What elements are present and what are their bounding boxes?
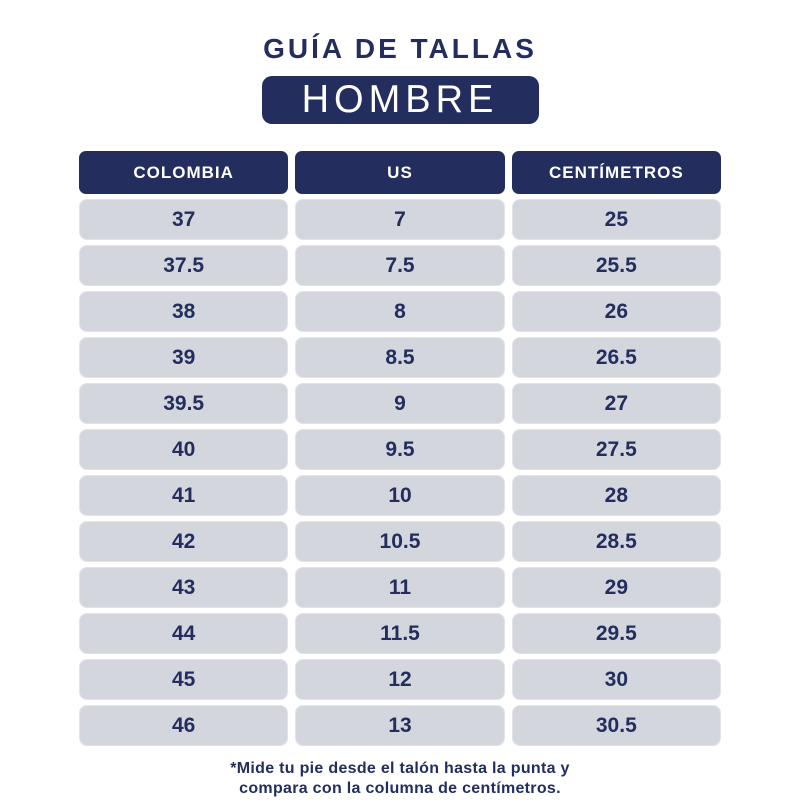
table-cell: 12	[295, 659, 504, 700]
table-cell: 29.5	[512, 613, 721, 654]
measurement-note-line1: *Mide tu pie desde el talón hasta la punta y	[230, 760, 570, 777]
table-cell: 10.5	[295, 521, 504, 562]
table-cell: 7.5	[295, 245, 504, 286]
table-row	[79, 245, 721, 286]
table-cell: 30.5	[512, 705, 721, 746]
table-cell: 11.5	[295, 613, 504, 654]
gender-badge	[262, 76, 539, 124]
table-cell: 46	[79, 705, 288, 746]
column-header-colombia: COLOMBIA	[79, 151, 288, 194]
size-table-body	[79, 199, 721, 746]
table-row	[79, 705, 721, 746]
table-cell: 28.5	[512, 521, 721, 562]
table-row	[79, 291, 721, 332]
table-cell: 45	[79, 659, 288, 700]
table-row	[79, 337, 721, 378]
table-cell: 41	[79, 475, 288, 516]
table-cell: 43	[79, 567, 288, 608]
table-cell: 8	[295, 291, 504, 332]
table-cell: 7	[295, 199, 504, 240]
table-cell: 28	[512, 475, 721, 516]
table-cell: 37	[79, 199, 288, 240]
table-row	[79, 475, 721, 516]
table-row	[79, 383, 721, 424]
measurement-note	[0, 759, 800, 799]
table-cell: 11	[295, 567, 504, 608]
table-cell: 9	[295, 383, 504, 424]
page-title: GUÍA DE TALLAS	[263, 33, 537, 64]
table-cell: 44	[79, 613, 288, 654]
table-cell: 40	[79, 429, 288, 470]
table-row	[79, 613, 721, 654]
table-cell: 30	[512, 659, 721, 700]
column-header-us: US	[295, 151, 504, 194]
table-row	[79, 429, 721, 470]
table-row	[79, 199, 721, 240]
table-cell: 8.5	[295, 337, 504, 378]
table-cell: 29	[512, 567, 721, 608]
table-cell: 38	[79, 291, 288, 332]
table-cell: 39	[79, 337, 288, 378]
table-cell: 26	[512, 291, 721, 332]
table-cell: 27	[512, 383, 721, 424]
table-cell: 39.5	[79, 383, 288, 424]
table-cell: 25.5	[512, 245, 721, 286]
table-header-row	[79, 151, 721, 194]
table-row	[79, 567, 721, 608]
table-row	[79, 521, 721, 562]
table-row	[79, 659, 721, 700]
table-cell: 37.5	[79, 245, 288, 286]
table-cell: 9.5	[295, 429, 504, 470]
column-header-centimetros: CENTÍMETROS	[512, 151, 721, 194]
table-cell: 10	[295, 475, 504, 516]
table-cell: 13	[295, 705, 504, 746]
gender-badge-label: HOMBRE	[301, 78, 499, 121]
table-cell: 42	[79, 521, 288, 562]
size-table	[79, 151, 721, 746]
measurement-note-line2: compara con la columna de centímetros.	[239, 780, 561, 797]
table-cell: 27.5	[512, 429, 721, 470]
table-cell: 25	[512, 199, 721, 240]
table-cell: 26.5	[512, 337, 721, 378]
